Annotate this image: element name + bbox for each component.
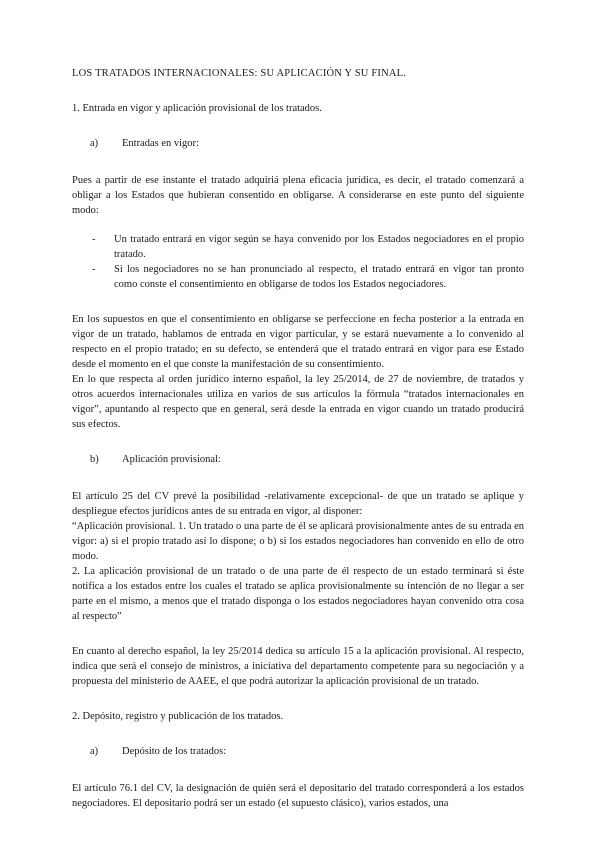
list-item-text: Si los negociadores no se han pronunciado al respecto, el tratado entrará en vigor tan pronto como conste el consentimiento en obligarse de todos los Estados negociadores. xyxy=(114,264,524,290)
list-item xyxy=(92,262,524,292)
document-page xyxy=(72,66,524,811)
subsection-heading-deposito xyxy=(90,744,524,759)
bullet-list xyxy=(92,232,524,292)
subsection-letter: a) xyxy=(90,746,99,757)
subsection-heading-entrada xyxy=(90,136,524,151)
paragraph: En cuanto al derecho español, la ley 25/2014 dedica su artículo 15 a la aplicación provisional. Al respecto, indica que será el consejo de ministros, a iniciativa del departamento competente para su negociación y a propuesta del ministerio de AAEE, el que podrá autorizar la aplicación provisional de un tratado. xyxy=(72,646,524,687)
list-item xyxy=(92,232,524,262)
subsection-letter: a) xyxy=(90,138,99,149)
dash-marker: - xyxy=(92,264,96,275)
quote-paragraph: “Aplicación provisional. 1. Un tratado o una parte de él se aplicará provisionalmente antes de su entrada en vigor: a) si el propio tratado así lo dispone; o b) si los estados negociadores han convenido en ello de otro modo. xyxy=(72,521,524,562)
paragraph: El artículo 25 del CV prevé la posibilidad -relativamente excepcional- de que un tratado se aplique y despliegue efectos jurídicos antes de su entrada en vigor, al disponer: xyxy=(72,491,524,517)
subsection-label: Aplicación provisional: xyxy=(122,454,221,465)
paragraph: Pues a partir de ese instante el tratado adquiriá plena eficacia jurídica, es decir, el tratado comenzará a obligar a los Estados que hubieran consentido en obligarse. A considerarse en este punto del siguiente modo: xyxy=(72,175,524,216)
document-title: LOS TRATADOS INTERNACIONALES: SU APLICACIÓN Y SU FINAL. xyxy=(72,68,407,79)
subsection-heading-aplicacion xyxy=(90,452,524,467)
subsection-label: Entradas en vigor: xyxy=(122,138,199,149)
subsection-label: Depósito de los tratados: xyxy=(122,746,227,757)
paragraph: El artículo 76.1 del CV, la designación de quién será el depositario del tratado corresponderá a los estados negociadores. El depositario podrá ser un estado (el supuesto clásico), varios estados, una xyxy=(72,783,524,809)
subsection-letter: b) xyxy=(90,454,99,465)
paragraph: En lo que respecta al orden jurídico interno español, la ley 25/2014, de 27 de noviembre, de tratados y otros acuerdos internacionales utiliza en varios de sus artículos la fórmula “tratados internacionales en vigor”, apuntando al respecto que en general, será desde la entrada en vigor cuando un tratado producirá sus efectos. xyxy=(72,374,524,430)
dash-marker: - xyxy=(92,234,96,245)
list-item-text: Un tratado entrará en vigor según se haya convenido por los Estados negociadores en el propio tratado. xyxy=(114,234,524,260)
section-heading-1: 1. Entrada en vigor y aplicación provisional de los tratados. xyxy=(72,103,322,114)
paragraph: En los supuestos en que el consentimiento en obligarse se perfeccione en fecha posterior a la entrada en vigor de un tratado, hablamos de entrada en vigor particular, y se estará nuevamente a lo convenido al respecto en el propio tratado; en su defecto, se entenderá que el tratado entrará en vigor para ese Estado desde el momento en el que conste la manifestación de su consentimiento. xyxy=(72,314,524,370)
quote-paragraph: 2. La aplicación provisional de un tratado o de una parte de él respecto de un estado terminará si éste notifica a los estados entre los cuales el tratado se aplica provisionalmente su intención de no llegar a ser parte en el mismo, a menos que el tratado disponga o los estados negociadores hayan convenido otra cosa al respecto” xyxy=(72,566,524,622)
section-heading-2: 2. Depósito, registro y publicación de los tratados. xyxy=(72,711,284,722)
